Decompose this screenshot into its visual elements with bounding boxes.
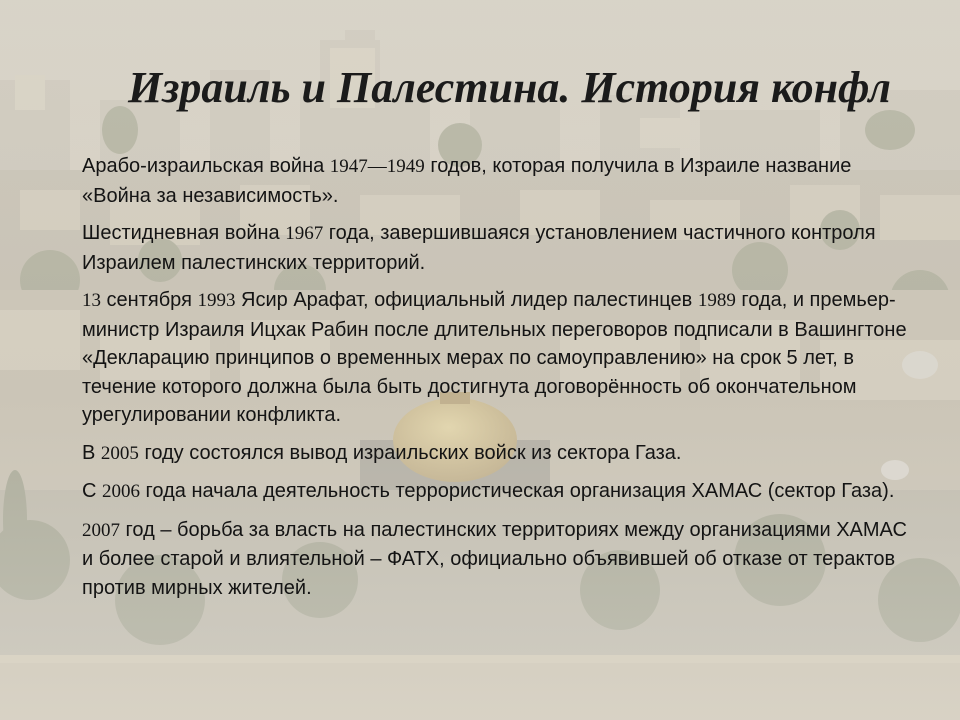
text-run: В	[82, 441, 101, 464]
text-run: Ясир Арафат, официальный лидер палестинцев	[235, 289, 698, 311]
year-number: 1989	[697, 290, 736, 311]
paragraph-gaza-2005	[82, 439, 912, 469]
year-number: 1967	[285, 223, 324, 244]
text-run: Шестидневная война	[82, 222, 286, 244]
text-run: года, и премьер-министр Израиля Ицхак Рабин после длительных переговоров подписали в Вашингтоне «Декларацию принципов о временных мерах по самоуправлению» на срок 5 лет, в течение которого должна была быть достигнута договорённость об окончательном урегулировании конфликта.	[82, 289, 907, 426]
text-run: С	[82, 480, 102, 502]
year-number: 2007	[82, 519, 120, 541]
text-run: года начала деятельность террористическая организация ХАМАС (сектор Газа).	[140, 480, 895, 502]
year-number: 2006	[102, 481, 140, 502]
slide-title: Израиль и Палестина. История конфл	[128, 63, 891, 112]
text-run: годов, которая получила в Израиле название «Война за независимость».	[82, 155, 852, 207]
year-number: 1947—1949	[329, 156, 425, 177]
text-run: сентября	[101, 289, 198, 311]
year-number: 2005	[100, 442, 139, 464]
year-number: 13	[82, 290, 101, 311]
text-run: году состоялся вывод израильских войск из сектора Газа.	[138, 441, 682, 464]
text-run: года, завершившаяся установлением частичного контроля Израилем палестинских территорий.	[82, 222, 876, 274]
year-number: 1993	[197, 290, 236, 311]
paragraph-oslo-1993	[82, 286, 912, 430]
paragraph-war-1947	[82, 152, 912, 210]
paragraph-fatah-2007	[82, 516, 912, 603]
bullet-list	[82, 152, 912, 611]
paragraph-hamas-2006	[82, 477, 912, 507]
text-run: год – борьба за власть на палестинских территориях между организациями ХАМАС и более старой и влиятельной – ФАТХ, официально объявившей об отказе от терактов против мирных жителей.	[82, 518, 907, 599]
paragraph-six-day-war	[82, 219, 912, 277]
text-run: Арабо-израильская война	[82, 155, 330, 177]
